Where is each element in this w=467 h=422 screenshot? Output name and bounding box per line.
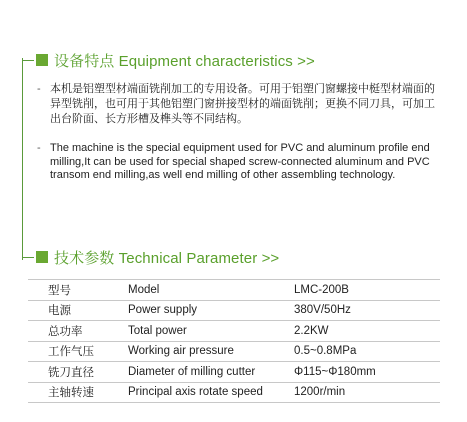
dash-bullet-icon: -	[37, 142, 41, 154]
param-name-en: Total power	[128, 321, 294, 342]
section-guide-line	[22, 58, 23, 260]
heading-connector-line	[22, 257, 34, 258]
param-name-en: Working air pressure	[128, 341, 294, 362]
table-row	[28, 321, 440, 342]
description-english	[37, 142, 445, 183]
param-name-en: Power supply	[128, 300, 294, 321]
dash-bullet-icon: -	[37, 83, 41, 95]
table-row	[28, 300, 440, 321]
green-square-icon	[36, 251, 48, 263]
table-row	[28, 362, 440, 383]
param-name-en: Model	[128, 280, 294, 301]
param-name-en: Diameter of milling cutter	[128, 362, 294, 383]
description-chinese-text: 本机是铝塑型材端面铣削加工的专用设备。可用于铝塑门窗螺接中梃型材端面的异型铣削，也可用于其他铝塑门窗拼接型材的端面铣削；更换不同刀具，可加工出台阶面、长方形槽及榫头等不同结构。	[50, 83, 435, 125]
green-square-icon	[36, 54, 48, 66]
param-value: 2.2KW	[294, 321, 440, 342]
param-value: Φ115~Φ180mm	[294, 362, 440, 383]
table-row	[28, 382, 440, 403]
technical-parameter-table	[28, 279, 440, 403]
description-english-text: The machine is the special equipment used for PVC and aluminum profile end milling,It can be used for special shaped screw-connected aluminum and PVC transom end milling,as well end milling of other assembling technology.	[50, 142, 430, 181]
param-value: 380V/50Hz	[294, 300, 440, 321]
param-name-cn: 铣刀直径	[28, 362, 128, 383]
heading-connector-line	[22, 60, 34, 61]
section-title: 设备特点 Equipment characteristics >>	[54, 52, 315, 70]
param-name-cn: 总功率	[28, 321, 128, 342]
param-name-cn: 主轴转速	[28, 382, 128, 403]
param-value: 1200r/min	[294, 382, 440, 403]
technical-parameter-heading	[22, 249, 279, 265]
param-name-cn: 型号	[28, 280, 128, 301]
equipment-characteristics-heading	[22, 52, 315, 68]
param-value: 0.5~0.8MPa	[294, 341, 440, 362]
param-value: LMC-200B	[294, 280, 440, 301]
table-row	[28, 341, 440, 362]
table-row	[28, 280, 440, 301]
section-title: 技术参数 Technical Parameter >>	[54, 249, 280, 267]
description-chinese	[37, 82, 445, 127]
param-name-cn: 电源	[28, 300, 128, 321]
param-name-en: Principal axis rotate speed	[128, 382, 294, 403]
param-name-cn: 工作气压	[28, 341, 128, 362]
